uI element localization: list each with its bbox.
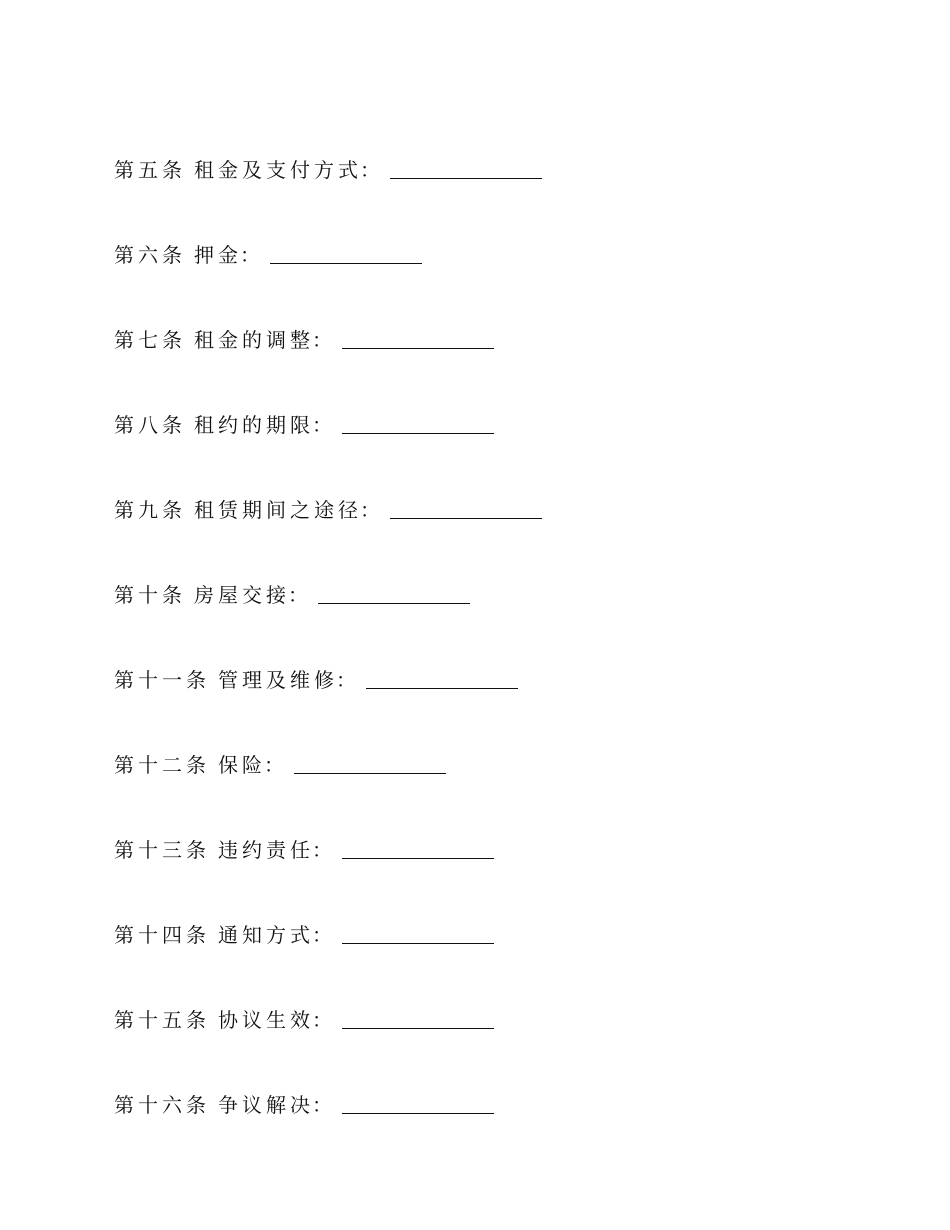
clause-11 <box>114 662 542 747</box>
clause-colon: ： <box>312 923 332 947</box>
clause-14 <box>114 917 542 1002</box>
clause-5 <box>114 152 542 237</box>
clause-colon: ： <box>312 413 332 437</box>
fill-in-blank[interactable] <box>390 152 542 179</box>
clause-title: 租约的期限 <box>194 413 314 437</box>
clause-6 <box>114 237 542 322</box>
clause-8 <box>114 407 542 492</box>
clause-title: 争议解决 <box>218 1093 314 1117</box>
clause-title: 租金的调整 <box>194 328 314 352</box>
fill-in-blank[interactable] <box>318 577 470 604</box>
clause-number: 第十条 <box>114 583 186 607</box>
clause-13 <box>114 832 542 917</box>
clause-number: 第十三条 <box>114 838 210 862</box>
clause-colon: ： <box>360 158 380 182</box>
fill-in-blank[interactable] <box>342 407 494 434</box>
clause-number: 第五条 <box>114 158 186 182</box>
clause-colon: ： <box>312 838 332 862</box>
clause-12 <box>114 747 542 832</box>
clause-number: 第十二条 <box>114 753 210 777</box>
clause-colon: ： <box>336 668 356 692</box>
clause-10 <box>114 577 542 662</box>
clause-number: 第十四条 <box>114 923 210 947</box>
clause-list <box>114 152 542 1172</box>
clause-colon: ： <box>360 498 380 522</box>
clause-number: 第十六条 <box>114 1093 210 1117</box>
clause-title: 管理及维修 <box>218 668 338 692</box>
fill-in-blank[interactable] <box>294 747 446 774</box>
fill-in-blank[interactable] <box>366 662 518 689</box>
clause-colon: ： <box>288 583 308 607</box>
fill-in-blank[interactable] <box>342 1087 494 1114</box>
clause-7 <box>114 322 542 407</box>
fill-in-blank[interactable] <box>342 917 494 944</box>
fill-in-blank[interactable] <box>342 832 494 859</box>
clause-title: 违约责任 <box>218 838 314 862</box>
clause-colon: ： <box>264 753 284 777</box>
fill-in-blank[interactable] <box>270 237 422 264</box>
clause-9 <box>114 492 542 577</box>
clause-title: 租金及支付方式 <box>194 158 362 182</box>
fill-in-blank[interactable] <box>342 322 494 349</box>
clause-15 <box>114 1002 542 1087</box>
clause-number: 第十一条 <box>114 668 210 692</box>
fill-in-blank[interactable] <box>342 1002 494 1029</box>
clause-number: 第七条 <box>114 328 186 352</box>
clause-number: 第八条 <box>114 413 186 437</box>
clause-colon: ： <box>312 1008 332 1032</box>
clause-colon: ： <box>312 328 332 352</box>
clause-title: 协议生效 <box>218 1008 314 1032</box>
clause-colon: ： <box>312 1093 332 1117</box>
clause-number: 第十五条 <box>114 1008 210 1032</box>
clause-title: 押金 <box>194 243 242 267</box>
clause-title: 保险 <box>218 753 266 777</box>
clause-colon: ： <box>240 243 260 267</box>
clause-number: 第九条 <box>114 498 186 522</box>
clause-title: 通知方式 <box>218 923 314 947</box>
fill-in-blank[interactable] <box>390 492 542 519</box>
clause-title: 租赁期间之途径 <box>194 498 362 522</box>
clause-number: 第六条 <box>114 243 186 267</box>
clause-title: 房屋交接 <box>194 583 290 607</box>
clause-16 <box>114 1087 542 1172</box>
